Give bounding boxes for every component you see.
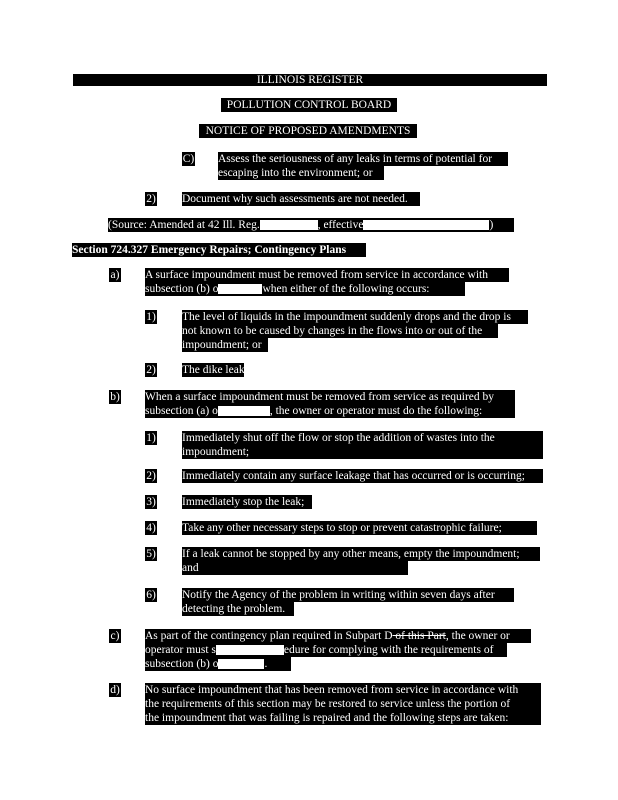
para-label: a) bbox=[110, 269, 120, 281]
item-text-line: Immediately shut off the flow or stop the addition of wastes into the bbox=[182, 431, 543, 445]
redacted-block bbox=[363, 220, 489, 230]
para-text-line bbox=[145, 404, 515, 418]
redacted-block bbox=[216, 645, 284, 655]
source-note bbox=[108, 218, 514, 232]
item-text-line: Document why such assessments are not needed. bbox=[182, 192, 420, 206]
item-text-line: escaping into the environment; or bbox=[218, 166, 384, 180]
source-suffix: ) bbox=[489, 219, 494, 231]
para-text-end: , the owner or bbox=[445, 630, 510, 642]
section-heading: Section 724.327 Emergency Repairs; Contingency Plans bbox=[72, 243, 366, 257]
para-text-start: As part of the contingency plan required in Subpart D bbox=[145, 630, 393, 642]
para-text-start: operator must s bbox=[145, 644, 216, 656]
item-label: 2) bbox=[146, 470, 156, 482]
item-label: 2) bbox=[146, 193, 156, 205]
para-label: c) bbox=[110, 630, 120, 642]
item-text-line: Assess the seriousness of any leaks in terms of potential for bbox=[218, 152, 508, 166]
item-text-line: impoundment; bbox=[182, 445, 543, 459]
para-text-line: the requirements of this section may be restored to service unless the portion of bbox=[145, 697, 541, 711]
notice-title: NOTICE OF PROPOSED AMENDMENTS bbox=[199, 124, 417, 138]
deleted-text: of this Part bbox=[392, 630, 446, 642]
item-text-line: and bbox=[182, 561, 408, 575]
para-label: b) bbox=[110, 391, 120, 403]
para-text-end: . bbox=[264, 658, 268, 670]
board-title: POLLUTION CONTROL BOARD bbox=[221, 98, 397, 112]
item-text-line: Immediately contain any surface leakage that has occurred or is occurring; bbox=[182, 469, 543, 483]
para-text-start: subsection (b) o bbox=[145, 658, 219, 670]
item-label: 1) bbox=[146, 311, 156, 323]
item-text-line: The level of liquids in the impoundment suddenly drops and the drop is bbox=[182, 310, 528, 324]
redacted-block bbox=[218, 659, 264, 669]
source-middle: , effective bbox=[317, 219, 364, 231]
item-text-line: Take any other necessary steps to stop or prevent catastrophic failure; bbox=[182, 521, 537, 535]
para-text-start: subsection (a) o bbox=[145, 405, 218, 417]
item-label: 2) bbox=[146, 364, 156, 376]
source-prefix: (Source: Amended at 42 Ill. Reg. bbox=[108, 219, 260, 231]
register-title: ILLINOIS REGISTER bbox=[73, 74, 547, 86]
redacted-block bbox=[218, 406, 270, 416]
para-text-end: edure for complying with the requirements of bbox=[283, 644, 494, 656]
para-text-line: A surface impoundment must be removed from service in accordance with bbox=[145, 268, 509, 282]
item-text-line: If a leak cannot be stopped by any other means, empty the impoundment; bbox=[182, 547, 540, 561]
para-text-line: the impoundment that was failing is repaired and the following steps are taken: bbox=[145, 711, 541, 725]
item-label: 1) bbox=[146, 432, 156, 444]
para-text-start: subsection (b) o bbox=[145, 283, 219, 295]
item-label: C) bbox=[182, 153, 195, 165]
item-text-line: The dike leaks. bbox=[182, 364, 252, 376]
item-label: 6) bbox=[146, 589, 156, 601]
item-text-line: not known to be caused by changes in the flows into or out of the bbox=[182, 324, 498, 338]
item-text-line: detecting the problem. bbox=[182, 602, 294, 616]
para-text-line bbox=[145, 282, 465, 296]
item-label: 4) bbox=[146, 522, 156, 534]
redacted-block bbox=[260, 220, 318, 230]
para-text-line: No surface impoundment that has been removed from service in accordance with bbox=[145, 683, 541, 697]
para-text-line bbox=[145, 657, 291, 671]
item-label: 3) bbox=[146, 496, 156, 508]
para-text-line: When a surface impoundment must be removed from service as required by bbox=[145, 390, 515, 404]
para-label: d) bbox=[110, 684, 120, 696]
para-text-end: when either of the following occurs: bbox=[262, 283, 430, 295]
para-text-end: , the owner or operator must do the following: bbox=[269, 405, 483, 417]
item-text-line: Immediately stop the leak; bbox=[182, 495, 312, 509]
redacted-block bbox=[218, 284, 262, 294]
item-label: 5) bbox=[146, 548, 156, 560]
para-text-line bbox=[145, 643, 507, 657]
item-text-line: impoundment; or bbox=[182, 338, 268, 352]
para-text-line bbox=[145, 629, 531, 643]
item-text-line: Notify the Agency of the problem in writing within seven days after bbox=[182, 588, 514, 602]
